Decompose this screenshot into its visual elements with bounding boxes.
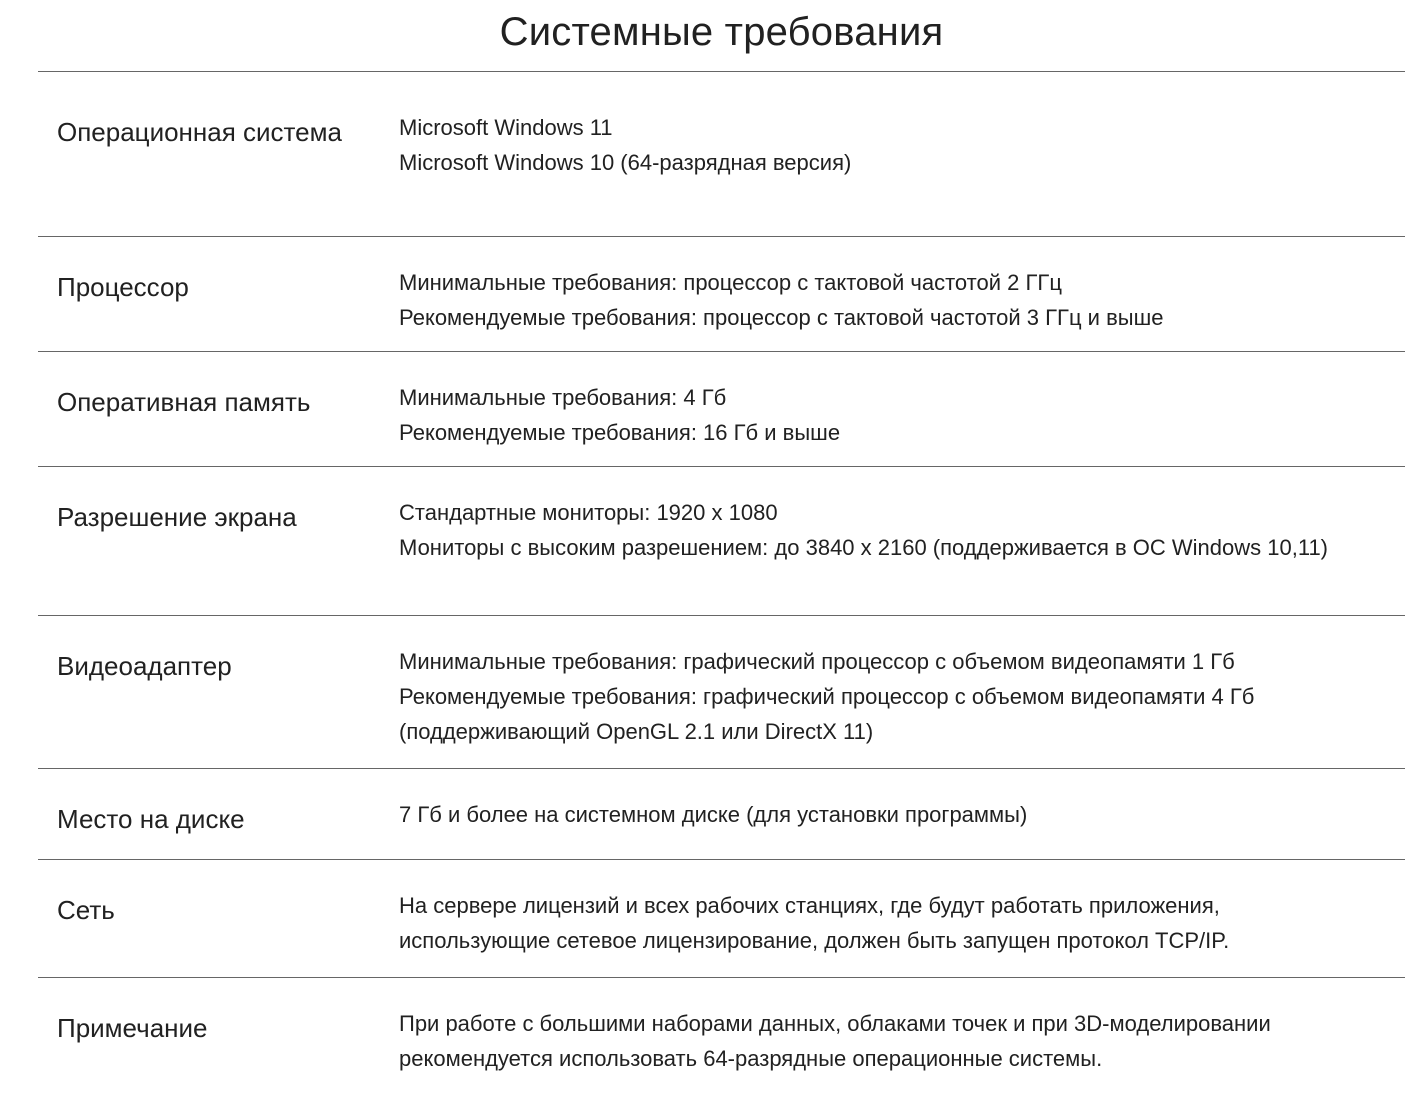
requirement-row	[38, 615, 1405, 768]
requirement-detail-line: Минимальные требования: процессор с тактовой частотой 2 ГГц	[399, 270, 1062, 295]
requirement-details	[399, 1006, 1405, 1076]
requirement-term: Место на диске	[57, 804, 245, 834]
requirement-term: Сеть	[57, 895, 115, 925]
requirement-detail-line: Microsoft Windows 10 (64-разрядная версия)	[399, 150, 852, 175]
requirement-details	[399, 644, 1405, 749]
requirement-term: Оперативная память	[57, 387, 311, 417]
requirement-row	[38, 236, 1405, 351]
page-title: Системные требования	[499, 10, 944, 54]
requirement-detail-line: При работе с большими наборами данных, облаками точек и при 3D-моделировании рекомендуется использовать 64-разрядные операционные системы.	[399, 1011, 1271, 1071]
requirement-term: Операционная система	[57, 117, 342, 147]
requirement-detail-line: Рекомендуемые требования: 16 Гб и выше	[399, 420, 841, 445]
requirement-term: Разрешение экрана	[57, 502, 297, 532]
requirement-detail-line: Минимальные требования: графический процессор с объемом видеопамяти 1 Гб	[399, 649, 1235, 674]
requirement-row	[38, 466, 1405, 615]
requirement-detail-line: Минимальные требования: 4 Гб	[399, 385, 727, 410]
requirement-details	[399, 265, 1405, 335]
requirement-details	[399, 380, 1405, 450]
requirement-row	[38, 768, 1405, 859]
requirement-details	[399, 110, 1405, 180]
requirement-details	[399, 888, 1405, 958]
requirement-row	[38, 71, 1405, 236]
requirement-term: Примечание	[57, 1013, 208, 1043]
requirements-table	[38, 71, 1405, 1092]
requirement-detail-line: Рекомендуемые требования: графический процессор с объемом видеопамяти 4 Гб (поддерживающий OpenGL 2.1 или DirectX 11)	[399, 684, 1255, 744]
requirement-term: Видеоадаптер	[57, 651, 232, 681]
requirement-row	[38, 351, 1405, 466]
requirement-details	[399, 495, 1405, 565]
requirement-term: Процессор	[57, 272, 189, 302]
requirement-detail-line: Рекомендуемые требования: процессор с тактовой частотой 3 ГГц и выше	[399, 305, 1164, 330]
requirement-detail-line: На сервере лицензий и всех рабочих станциях, где будут работать приложения, использующие сетевое лицензирование, должен быть запущен протокол TCP/IP.	[399, 893, 1230, 953]
requirement-row	[38, 859, 1405, 977]
requirement-row	[38, 977, 1405, 1092]
requirement-detail-line: Мониторы с высоким разрешением: до 3840 x 2160 (поддерживается в ОС Windows 10,11)	[399, 535, 1329, 560]
requirement-detail-line: Стандартные мониторы: 1920 x 1080	[399, 500, 778, 525]
requirement-detail-line: Microsoft Windows 11	[399, 115, 613, 140]
requirement-details	[399, 797, 1405, 832]
requirement-detail-line: 7 Гб и более на системном диске (для установки программы)	[399, 802, 1028, 827]
